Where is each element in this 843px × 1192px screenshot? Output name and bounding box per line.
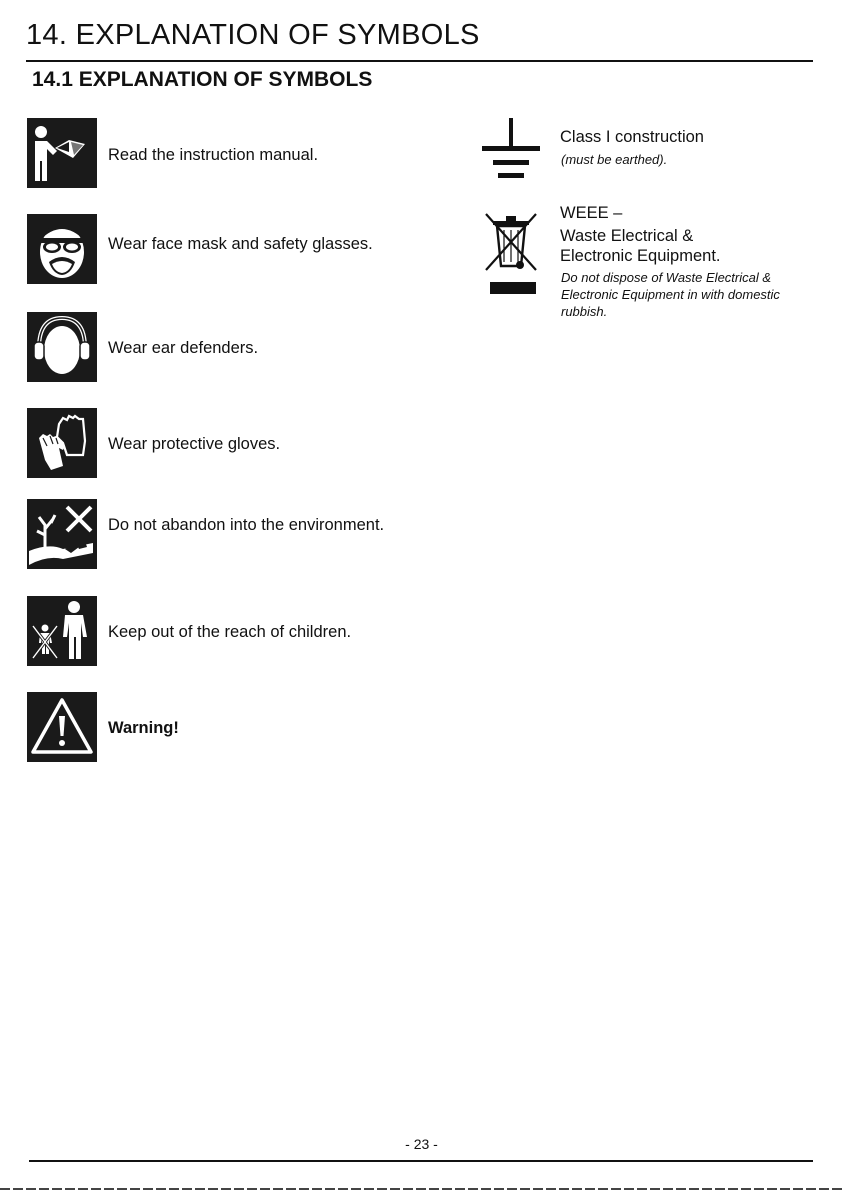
symbol-label-warning: Warning!: [108, 719, 179, 737]
footer-rule: [29, 1160, 813, 1162]
class1-heading: Class I construction: [560, 128, 704, 146]
page-number: - 23 -: [405, 1136, 438, 1152]
protective-gloves-icon: [27, 408, 97, 478]
warning-icon: [27, 692, 97, 762]
title-rule: [26, 60, 813, 62]
weee-note: Do not dispose of Waste Electrical & Electronic Equipment in with domestic rubbish.: [561, 270, 780, 319]
symbol-label-environment: Do not abandon into the environment.: [108, 516, 385, 534]
symbol-label-read-manual: Read the instruction manual.: [108, 146, 319, 164]
weee-heading-line3: Electronic Equipment.: [560, 247, 721, 265]
environment-icon: [27, 499, 97, 569]
ear-defenders-icon: [27, 312, 97, 382]
earth-ground-icon: [480, 118, 542, 184]
crossed-bin-icon: [482, 210, 540, 296]
read-manual-icon: [27, 118, 97, 188]
symbol-label-children: Keep out of the reach of children.: [108, 623, 352, 641]
children-icon: [27, 596, 97, 666]
section-title: 14. EXPLANATION OF SYMBOLS: [26, 19, 480, 51]
symbol-label-ear-defenders: Wear ear defenders.: [108, 339, 259, 357]
scan-edge: [0, 1188, 843, 1190]
weee-heading-line2: Waste Electrical &: [560, 227, 694, 245]
symbol-label-face-mask: Wear face mask and safety glasses.: [108, 235, 373, 253]
weee-heading-line1: WEEE –: [560, 204, 623, 222]
face-mask-glasses-icon: [27, 214, 97, 284]
class1-note: (must be earthed).: [561, 152, 668, 167]
section-subtitle: 14.1 EXPLANATION OF SYMBOLS: [32, 68, 373, 91]
symbol-label-gloves: Wear protective gloves.: [108, 435, 281, 453]
